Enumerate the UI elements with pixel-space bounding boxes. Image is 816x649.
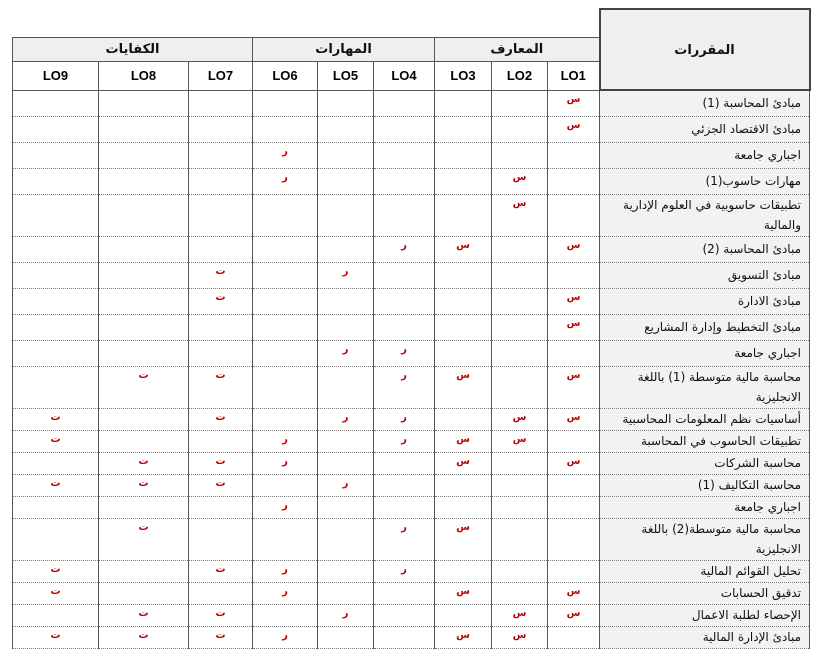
outcome-header-lo3: LO3 [435, 61, 492, 90]
table-row [13, 116, 810, 142]
header-spacer [13, 9, 600, 37]
courses-column-header: المقررات [600, 9, 810, 90]
outcome-mark-lo2: س [492, 168, 548, 194]
outcome-mark-lo3 [435, 314, 492, 340]
outcome-mark-lo6 [253, 604, 318, 626]
outcome-mark-lo7 [189, 90, 253, 116]
outcome-mark-lo7 [189, 236, 253, 262]
outcome-mark-lo4 [374, 582, 435, 604]
outcome-mark-lo5: ر [318, 262, 374, 288]
outcome-mark-lo7 [189, 496, 253, 518]
outcome-mark-lo6: ر [253, 142, 318, 168]
outcome-mark-lo2 [492, 340, 548, 366]
outcome-mark-lo5 [318, 518, 374, 560]
outcome-mark-lo1 [548, 262, 600, 288]
outcome-mark-lo4 [374, 452, 435, 474]
course-name: تدقيق الحسابات [600, 582, 810, 604]
outcome-mark-lo9: ت [13, 474, 99, 496]
outcome-mark-lo3: س [435, 582, 492, 604]
outcome-mark-lo2: س [492, 194, 548, 236]
outcome-mark-lo3: س [435, 236, 492, 262]
outcome-mark-lo9 [13, 496, 99, 518]
outcome-mark-lo1 [548, 430, 600, 452]
table-row [13, 452, 810, 474]
outcome-mark-lo5 [318, 560, 374, 582]
course-name: تطبيقات الحاسوب في المحاسبة [600, 430, 810, 452]
outcome-mark-lo4 [374, 168, 435, 194]
outcome-mark-lo5 [318, 194, 374, 236]
outcome-mark-lo8 [99, 168, 189, 194]
outcome-mark-lo7 [189, 518, 253, 560]
outcome-mark-lo9 [13, 314, 99, 340]
table-row [13, 582, 810, 604]
outcome-mark-lo8: ت [99, 366, 189, 408]
outcome-mark-lo7: ت [189, 560, 253, 582]
outcome-mark-lo5: ر [318, 408, 374, 430]
outcome-mark-lo2 [492, 236, 548, 262]
outcome-mark-lo5 [318, 496, 374, 518]
outcome-mark-lo6: ر [253, 452, 318, 474]
outcome-mark-lo3 [435, 168, 492, 194]
outcome-mark-lo9 [13, 262, 99, 288]
outcome-mark-lo3: س [435, 430, 492, 452]
outcome-mark-lo3 [435, 408, 492, 430]
outcome-mark-lo6: ر [253, 626, 318, 648]
outcome-mark-lo9: ت [13, 430, 99, 452]
outcome-header-lo4: LO4 [374, 61, 435, 90]
outcome-mark-lo2 [492, 366, 548, 408]
outcome-mark-lo1 [548, 142, 600, 168]
outcome-mark-lo2: س [492, 430, 548, 452]
outcome-mark-lo9: ت [13, 582, 99, 604]
outcome-mark-lo3 [435, 340, 492, 366]
outcome-mark-lo4 [374, 474, 435, 496]
outcome-mark-lo7 [189, 314, 253, 340]
outcome-mark-lo8 [99, 142, 189, 168]
outcome-mark-lo2 [492, 582, 548, 604]
outcome-mark-lo3 [435, 116, 492, 142]
table-row [13, 90, 810, 116]
outcome-header-lo7: LO7 [189, 61, 253, 90]
outcome-mark-lo9: ت [13, 560, 99, 582]
outcome-mark-lo8 [99, 262, 189, 288]
outcomes-matrix-container [12, 8, 809, 644]
outcome-mark-lo1: س [548, 604, 600, 626]
course-name: مهارات حاسوب(1) [600, 168, 810, 194]
outcomes-matrix-table [12, 8, 811, 649]
outcome-mark-lo1: س [548, 236, 600, 262]
outcome-mark-lo5 [318, 430, 374, 452]
outcome-header-lo1: LO1 [548, 61, 600, 90]
outcome-mark-lo4 [374, 314, 435, 340]
table-row [13, 474, 810, 496]
outcome-mark-lo2 [492, 262, 548, 288]
outcome-mark-lo4: ر [374, 340, 435, 366]
outcome-mark-lo6: ر [253, 168, 318, 194]
outcome-mark-lo4 [374, 604, 435, 626]
outcome-mark-lo9 [13, 90, 99, 116]
outcome-mark-lo9: ت [13, 626, 99, 648]
course-name: أساسيات نظم المعلومات المحاسبية [600, 408, 810, 430]
outcome-mark-lo9 [13, 168, 99, 194]
outcome-header-lo2: LO2 [492, 61, 548, 90]
outcome-mark-lo8: ت [99, 452, 189, 474]
outcome-mark-lo9 [13, 194, 99, 236]
outcome-mark-lo3: س [435, 366, 492, 408]
outcome-mark-lo1 [548, 560, 600, 582]
outcome-mark-lo8: ت [99, 626, 189, 648]
table-row [13, 626, 810, 648]
course-name: محاسبة مالية متوسطة(2) باللغة الانجليزية [600, 518, 810, 560]
outcome-mark-lo8 [99, 582, 189, 604]
outcome-mark-lo8 [99, 314, 189, 340]
outcome-mark-lo1 [548, 626, 600, 648]
outcome-mark-lo7 [189, 340, 253, 366]
course-name: مبادئ التخطيط وإدارة المشاريع [600, 314, 810, 340]
outcome-mark-lo8: ت [99, 474, 189, 496]
table-row [13, 288, 810, 314]
course-name: اجباري جامعة [600, 142, 810, 168]
outcome-mark-lo1: س [548, 582, 600, 604]
group-header-competencies: الكفايات [13, 37, 253, 61]
outcome-mark-lo6 [253, 474, 318, 496]
table-row [13, 366, 810, 408]
matrix-body [13, 90, 810, 648]
outcome-mark-lo2 [492, 314, 548, 340]
course-name: اجباري جامعة [600, 496, 810, 518]
outcome-mark-lo1 [548, 168, 600, 194]
outcome-mark-lo8: ت [99, 604, 189, 626]
outcome-mark-lo5: ر [318, 474, 374, 496]
outcome-mark-lo7: ت [189, 262, 253, 288]
outcome-mark-lo2: س [492, 604, 548, 626]
outcome-mark-lo3: س [435, 626, 492, 648]
outcome-mark-lo3: س [435, 518, 492, 560]
table-row [13, 604, 810, 626]
outcome-mark-lo7 [189, 168, 253, 194]
outcome-mark-lo4: ر [374, 236, 435, 262]
outcome-mark-lo5 [318, 142, 374, 168]
outcome-mark-lo2 [492, 560, 548, 582]
outcome-mark-lo8 [99, 236, 189, 262]
table-row [13, 430, 810, 452]
outcome-mark-lo7 [189, 194, 253, 236]
outcome-mark-lo4 [374, 288, 435, 314]
outcome-mark-lo5 [318, 582, 374, 604]
outcome-mark-lo8 [99, 408, 189, 430]
table-row [13, 168, 810, 194]
outcome-mark-lo6: ر [253, 496, 318, 518]
outcome-mark-lo2 [492, 518, 548, 560]
course-name: مبادئ الاقتصاد الجزئي [600, 116, 810, 142]
outcome-mark-lo8 [99, 116, 189, 142]
outcome-mark-lo9 [13, 366, 99, 408]
outcome-mark-lo8 [99, 288, 189, 314]
course-name: مبادئ المحاسبة (2) [600, 236, 810, 262]
outcome-mark-lo3 [435, 604, 492, 626]
outcome-mark-lo7 [189, 430, 253, 452]
outcome-mark-lo7: ت [189, 366, 253, 408]
outcome-mark-lo1: س [548, 90, 600, 116]
course-name: اجباري جامعة [600, 340, 810, 366]
outcome-mark-lo7: ت [189, 626, 253, 648]
outcome-mark-lo7: ت [189, 408, 253, 430]
outcome-mark-lo2 [492, 474, 548, 496]
outcome-mark-lo1: س [548, 452, 600, 474]
course-name: مبادئ الادارة [600, 288, 810, 314]
outcome-mark-lo8 [99, 430, 189, 452]
outcome-mark-lo6: ر [253, 582, 318, 604]
outcome-mark-lo2 [492, 90, 548, 116]
outcome-mark-lo5 [318, 366, 374, 408]
outcome-mark-lo4 [374, 194, 435, 236]
table-row [13, 262, 810, 288]
outcome-mark-lo7 [189, 582, 253, 604]
outcome-mark-lo5 [318, 452, 374, 474]
outcome-mark-lo9 [13, 116, 99, 142]
outcome-mark-lo8 [99, 496, 189, 518]
outcome-mark-lo4: ر [374, 518, 435, 560]
outcome-mark-lo8 [99, 560, 189, 582]
outcome-mark-lo4: ر [374, 366, 435, 408]
course-name: تطبيقات حاسوبية في العلوم الإدارية والمالية [600, 194, 810, 236]
group-header-skills: المهارات [253, 37, 435, 61]
outcome-mark-lo4: ر [374, 430, 435, 452]
course-name: مبادئ المحاسبة (1) [600, 90, 810, 116]
table-row [13, 408, 810, 430]
outcome-mark-lo1: س [548, 116, 600, 142]
outcome-mark-lo5 [318, 626, 374, 648]
outcome-mark-lo1: س [548, 288, 600, 314]
outcome-mark-lo1 [548, 496, 600, 518]
outcome-mark-lo6: ر [253, 430, 318, 452]
outcome-mark-lo5 [318, 90, 374, 116]
outcome-mark-lo4 [374, 116, 435, 142]
outcome-mark-lo3 [435, 90, 492, 116]
outcome-mark-lo6 [253, 194, 318, 236]
outcome-mark-lo3 [435, 194, 492, 236]
outcome-mark-lo5 [318, 314, 374, 340]
outcome-mark-lo5 [318, 116, 374, 142]
course-name: تحليل القوائم المالية [600, 560, 810, 582]
table-row [13, 236, 810, 262]
table-row [13, 518, 810, 560]
outcome-mark-lo9 [13, 452, 99, 474]
outcome-mark-lo3 [435, 288, 492, 314]
outcome-mark-lo4: ر [374, 408, 435, 430]
outcome-mark-lo4 [374, 262, 435, 288]
outcome-mark-lo7 [189, 116, 253, 142]
outcome-mark-lo2 [492, 452, 548, 474]
table-row [13, 496, 810, 518]
outcome-header-lo8: LO8 [99, 61, 189, 90]
outcome-mark-lo7: ت [189, 452, 253, 474]
outcome-mark-lo1: س [548, 408, 600, 430]
outcome-mark-lo6 [253, 340, 318, 366]
outcome-mark-lo8 [99, 90, 189, 116]
outcome-mark-lo3 [435, 142, 492, 168]
outcome-mark-lo8 [99, 194, 189, 236]
table-row [13, 194, 810, 236]
outcome-mark-lo1 [548, 518, 600, 560]
outcome-mark-lo1 [548, 340, 600, 366]
outcome-mark-lo5 [318, 168, 374, 194]
outcome-mark-lo3 [435, 496, 492, 518]
outcome-mark-lo6 [253, 314, 318, 340]
outcome-mark-lo1 [548, 474, 600, 496]
outcome-mark-lo4 [374, 90, 435, 116]
outcome-mark-lo7: ت [189, 604, 253, 626]
outcome-mark-lo2 [492, 496, 548, 518]
outcome-mark-lo3 [435, 474, 492, 496]
table-row [13, 142, 810, 168]
table-row [13, 340, 810, 366]
outcome-mark-lo5 [318, 288, 374, 314]
outcome-header-lo5: LO5 [318, 61, 374, 90]
outcome-mark-lo6 [253, 288, 318, 314]
outcome-mark-lo4 [374, 142, 435, 168]
outcome-mark-lo7: ت [189, 474, 253, 496]
outcome-mark-lo7: ت [189, 288, 253, 314]
outcome-mark-lo8: ت [99, 518, 189, 560]
course-name: محاسبة مالية متوسطة (1) باللغة الانجليزية [600, 366, 810, 408]
outcome-header-lo6: LO6 [253, 61, 318, 90]
outcome-mark-lo9 [13, 288, 99, 314]
outcome-mark-lo2 [492, 142, 548, 168]
outcome-mark-lo2 [492, 116, 548, 142]
outcome-mark-lo3 [435, 262, 492, 288]
outcome-mark-lo4 [374, 496, 435, 518]
outcome-mark-lo8 [99, 340, 189, 366]
course-name: محاسبة التكاليف (1) [600, 474, 810, 496]
outcome-mark-lo6 [253, 262, 318, 288]
course-name: محاسبة الشركات [600, 452, 810, 474]
outcome-header-lo9: LO9 [13, 61, 99, 90]
outcome-mark-lo6 [253, 116, 318, 142]
outcome-mark-lo2 [492, 288, 548, 314]
outcome-mark-lo5: ر [318, 604, 374, 626]
table-row [13, 560, 810, 582]
outcome-mark-lo1 [548, 194, 600, 236]
course-name: مبادئ التسويق [600, 262, 810, 288]
outcome-mark-lo9 [13, 236, 99, 262]
outcome-mark-lo2: س [492, 626, 548, 648]
course-name: مبادئ الإدارة المالية [600, 626, 810, 648]
outcome-mark-lo9 [13, 142, 99, 168]
outcome-mark-lo1: س [548, 366, 600, 408]
outcome-mark-lo2: س [492, 408, 548, 430]
table-row [13, 314, 810, 340]
outcome-mark-lo6 [253, 90, 318, 116]
outcome-mark-lo3: س [435, 452, 492, 474]
outcome-mark-lo6 [253, 408, 318, 430]
outcome-mark-lo9: ت [13, 408, 99, 430]
group-header-knowledge: المعارف [435, 37, 600, 61]
outcome-mark-lo6 [253, 518, 318, 560]
outcome-mark-lo9 [13, 340, 99, 366]
outcome-mark-lo3 [435, 560, 492, 582]
outcome-mark-lo5 [318, 236, 374, 262]
outcome-mark-lo9 [13, 604, 99, 626]
outcome-mark-lo6: ر [253, 560, 318, 582]
outcome-mark-lo6 [253, 366, 318, 408]
outcome-mark-lo9 [13, 518, 99, 560]
outcome-mark-lo5: ر [318, 340, 374, 366]
outcome-mark-lo6 [253, 236, 318, 262]
outcome-mark-lo4: ر [374, 560, 435, 582]
outcome-mark-lo4 [374, 626, 435, 648]
outcome-mark-lo1: س [548, 314, 600, 340]
matrix-header [13, 9, 810, 90]
outcome-mark-lo7 [189, 142, 253, 168]
course-name: الإحصاء لطلبة الاعمال [600, 604, 810, 626]
